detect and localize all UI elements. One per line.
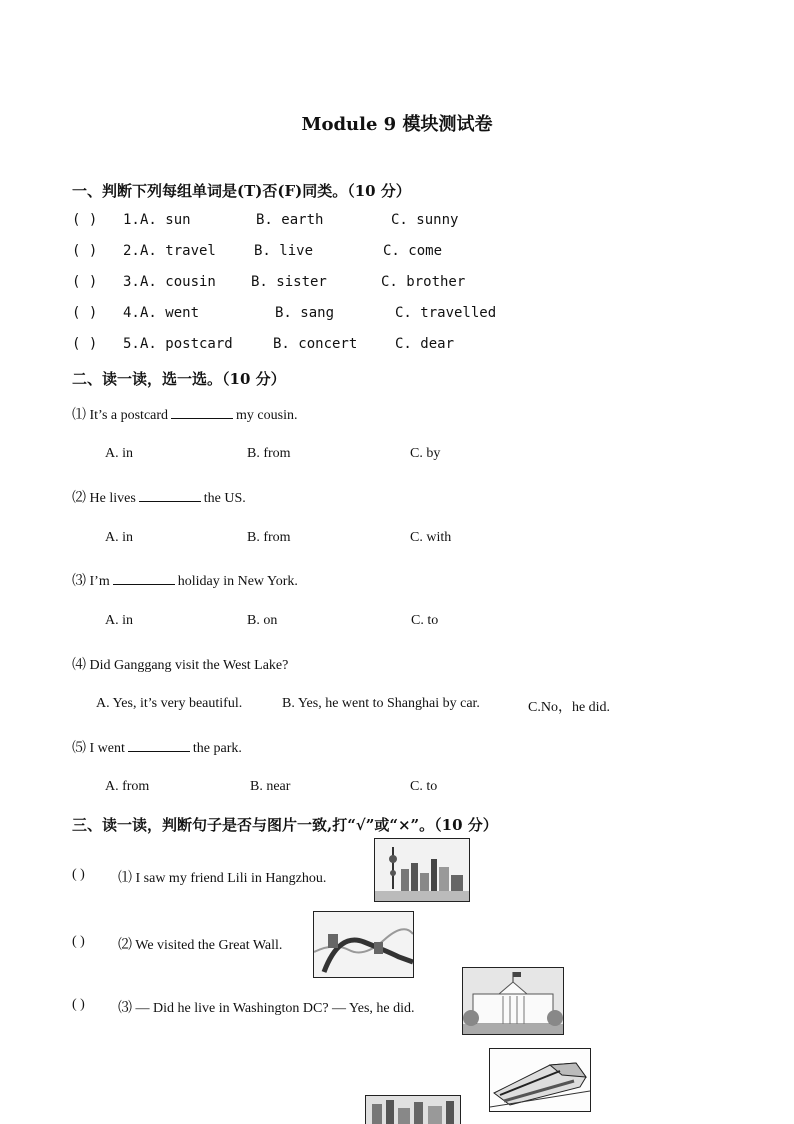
option-a[interactable]: A. Yes, it’s very beautiful. (96, 696, 243, 711)
option-c: C. dear (395, 336, 455, 352)
answer-paren[interactable]: ( ) (72, 212, 98, 228)
question-text: It’s a postcard (89, 408, 169, 423)
option-b[interactable]: B. Yes, he went to Shanghai by car. (282, 696, 480, 711)
section2-heading: 二、读一读，选一选。（10 分） (72, 370, 286, 388)
option-c[interactable]: C. by (410, 446, 441, 461)
item-number: ⑶ (118, 999, 132, 1015)
answer-blank[interactable] (128, 739, 190, 752)
item-number: 5. (123, 336, 140, 352)
sentence-text: — Did he live in Washington DC? — Yes, he did. (135, 1001, 415, 1016)
option-b[interactable]: B. on (247, 613, 278, 628)
sentence-line (118, 867, 326, 887)
item-number: 2. (123, 243, 140, 259)
question-text: the park. (192, 741, 242, 756)
option-b: B. sang (275, 305, 335, 321)
sentence-text: We visited the Great Wall. (135, 938, 283, 953)
question-text: Did Ganggang visit the West Lake? (89, 658, 289, 673)
question-text: He lives (89, 491, 136, 506)
answer-paren[interactable]: ( ) (72, 243, 98, 259)
question-number: ⑵ (72, 489, 86, 505)
option-a: A. cousin (140, 274, 216, 290)
answer-blank[interactable] (113, 572, 175, 585)
page-title: Module 9 模块测试卷 (301, 114, 493, 135)
option-c: C. come (383, 243, 443, 259)
option-c[interactable]: C. to (411, 613, 439, 628)
item-number: ⑵ (118, 936, 132, 952)
answer-paren[interactable]: ( ) (72, 274, 98, 290)
section1-heading: 一、判断下列每组单词是(T)否(F)同类。（10 分） (72, 182, 411, 200)
question-line (72, 654, 288, 674)
option-a[interactable]: A. in (105, 446, 133, 461)
question-number: ⑸ (72, 739, 86, 755)
question-line (72, 487, 246, 507)
option-a: A. sun (140, 212, 191, 228)
option-a: A. travel (140, 243, 216, 259)
shanghai-skyline-image (374, 838, 470, 902)
item-number: ⑴ (118, 869, 132, 885)
question-text: I went (89, 741, 125, 756)
answer-paren[interactable]: ( ) (72, 934, 85, 949)
option-b: B. concert (273, 336, 358, 352)
question-line (72, 570, 298, 590)
question-text: holiday in New York. (177, 574, 298, 589)
option-a: A. went (140, 305, 200, 321)
option-a: A. postcard (140, 336, 233, 352)
question-number: ⑴ (72, 406, 86, 422)
answer-blank[interactable] (139, 489, 201, 502)
answer-paren[interactable]: ( ) (72, 305, 98, 321)
option-c[interactable]: C. to (410, 779, 438, 794)
option-c: C. brother (381, 274, 466, 290)
option-a[interactable]: A. in (105, 530, 133, 545)
answer-blank[interactable] (171, 406, 233, 419)
question-line (72, 404, 297, 424)
answer-paren[interactable]: ( ) (72, 336, 98, 352)
question-text: the US. (203, 491, 246, 506)
option-b[interactable]: B. from (247, 530, 291, 545)
great-wall-image (313, 911, 414, 978)
option-b: B. live (254, 243, 314, 259)
option-b[interactable]: B. near (250, 779, 291, 794)
option-a[interactable]: A. in (105, 613, 133, 628)
option-c[interactable]: C.No，he did. (528, 700, 611, 715)
high-speed-train-image (489, 1048, 591, 1112)
option-b: B. earth (256, 212, 324, 228)
item-number: 1. (123, 212, 140, 228)
option-b[interactable]: B. from (247, 446, 291, 461)
option-a[interactable]: A. from (105, 779, 150, 794)
section3-heading: 三、读一读，判断句子是否与图片一致,打“√”或“×”。（10 分） (72, 816, 498, 834)
white-house-image (462, 967, 564, 1035)
sentence-text: I saw my friend Lili in Hangzhou. (135, 871, 327, 886)
item-number: 3. (123, 274, 140, 290)
option-c[interactable]: C. with (410, 530, 452, 545)
question-number: ⑶ (72, 572, 86, 588)
city-street-image (365, 1095, 461, 1124)
answer-paren[interactable]: ( ) (72, 867, 85, 882)
option-b: B. sister (251, 274, 327, 290)
item-number: 4. (123, 305, 140, 321)
question-line (72, 737, 242, 757)
sentence-line (118, 997, 415, 1017)
question-text: my cousin. (236, 408, 298, 423)
option-c: C. travelled (395, 305, 497, 321)
answer-paren[interactable]: ( ) (72, 997, 85, 1012)
option-c: C. sunny (391, 212, 459, 228)
sentence-line (118, 934, 282, 954)
question-text: I’m (89, 574, 110, 589)
question-number: ⑷ (72, 656, 86, 672)
